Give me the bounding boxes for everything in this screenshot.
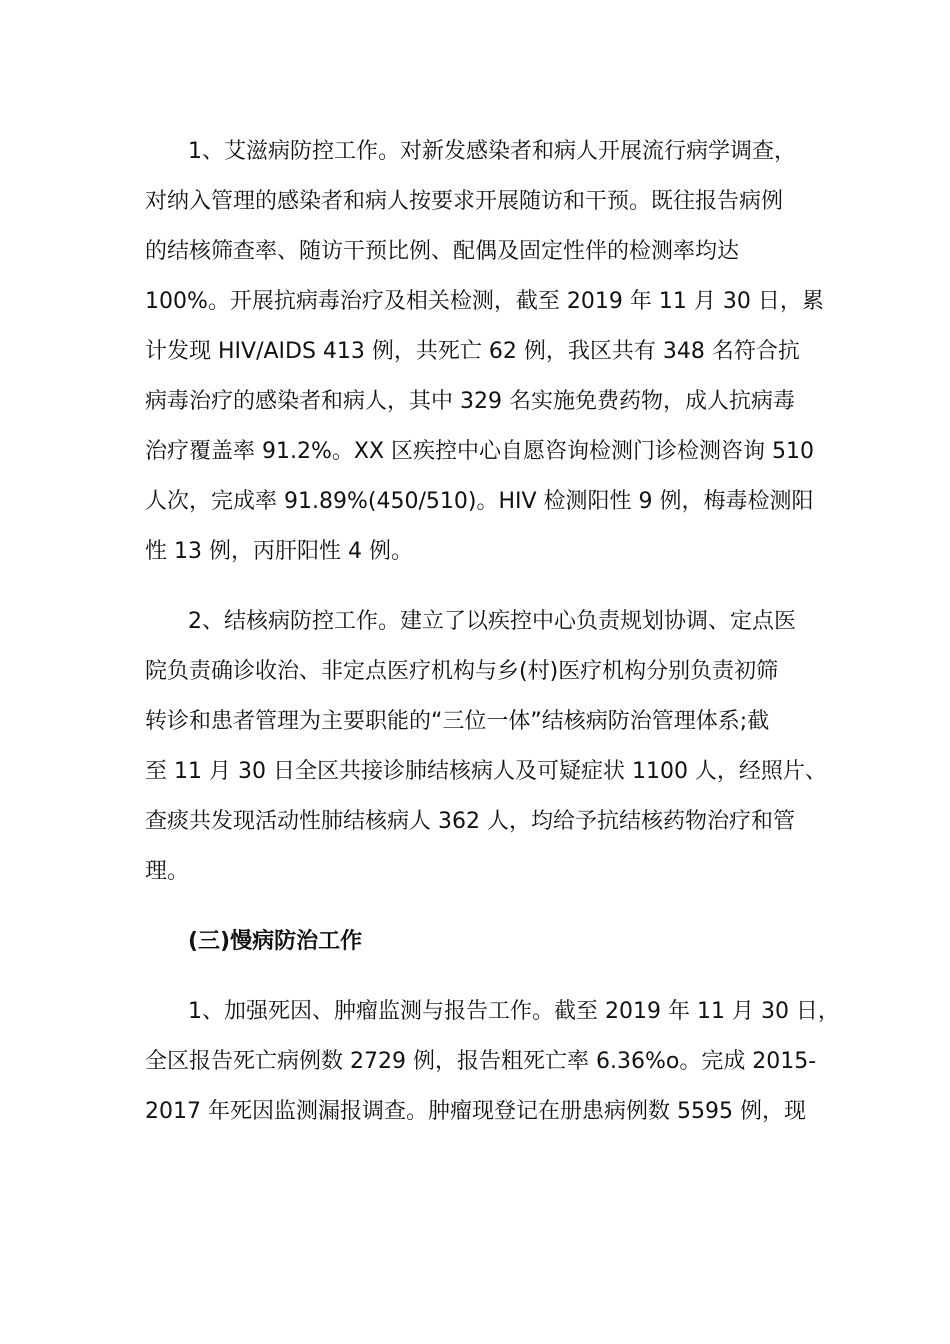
paragraph-1-line-8: 人次，完成率 91.89%(450/510)。HIV 检测阳性 9 例，梅毒检测阳: [145, 489, 814, 514]
paragraph-2-line-4: 至 11 月 30 日全区共接诊肺结核病人及可疑症状 1100 人，经照片、: [145, 759, 827, 784]
paragraph-1-line-6: 病毒治疗的感染者和病人，其中 329 名实施免费药物，成人抗病毒: [145, 389, 795, 414]
paragraph-1-line-7: 治疗覆盖率 91.2%。XX 区疾控中心自愿咨询检测门诊检测咨询 510: [145, 439, 815, 464]
paragraph-3-line-2: 全区报告死亡病例数 2729 例，报告粗死亡率 6.36%o。完成 2015-: [145, 1049, 817, 1074]
paragraph-2-line-2: 院负责确诊收治、非定点医疗机构与乡(村)医疗机构分别负责初筛: [145, 659, 779, 684]
paragraph-2-line-5: 查痰共发现活动性肺结核病人 362 人，均给予抗结核药物治疗和管: [145, 809, 795, 834]
paragraph-3-line-1: 1、加强死因、肿瘤监测与报告工作。截至 2019 年 11 月 30 日，: [188, 999, 840, 1024]
paragraph-2-line-1: 2、结核病防控工作。建立了以疾控中心负责规划协调、定点医: [188, 609, 796, 634]
paragraph-1-line-5: 计发现 HIV/AIDS 413 例，共死亡 62 例，我区共有 348 名符合抗: [145, 339, 800, 364]
paragraph-2-line-3: 转诊和患者管理为主要职能的“三位一体”结核病防治管理体系;截: [145, 709, 770, 734]
paragraph-1-line-3: 的结核筛查率、随访干预比例、配偶及固定性伴的检测率均达: [145, 239, 740, 264]
paragraph-1-line-9: 性 13 例，丙肝阳性 4 例。: [145, 539, 413, 564]
paragraph-2-line-6: 理。: [145, 859, 190, 884]
paragraph-3-line-3: 2017 年死因监测漏报调查。肿瘤现登记在册患病例数 5595 例，现: [145, 1099, 806, 1124]
paragraph-1-line-4: 100%。开展抗病毒治疗及相关检测，截至 2019 年 11 月 30 日，累: [145, 289, 824, 314]
section-heading: (三)慢病防治工作: [188, 929, 363, 954]
paragraph-1-line-2: 对纳入管理的感染者和病人按要求开展随访和干预。既往报告病例: [145, 189, 784, 214]
paragraph-1-line-1: 1、艾滋病防控工作。对新发感染者和病人开展流行病学调查，: [188, 139, 796, 164]
